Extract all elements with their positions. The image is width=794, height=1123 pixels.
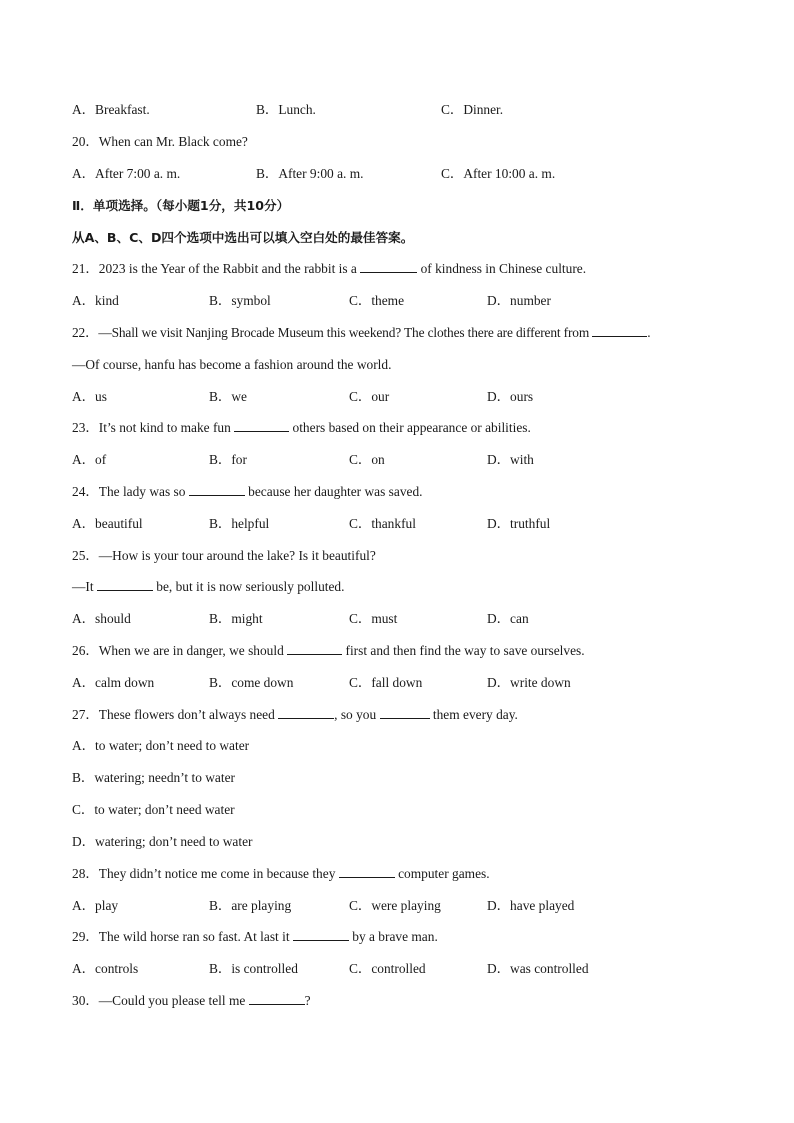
- q26-blank: [287, 642, 342, 655]
- q21-blank: [360, 260, 417, 273]
- q26-option-d[interactable]: D．write down: [487, 675, 571, 690]
- q23-option-a[interactable]: A．of: [72, 452, 107, 467]
- q26-option-b[interactable]: B．come down: [209, 675, 294, 690]
- q19-option-b[interactable]: B．Lunch.: [256, 102, 316, 117]
- q24-blank: [189, 483, 245, 496]
- q25-reply: [72, 578, 344, 596]
- q24-option-b[interactable]: B．helpful: [209, 516, 270, 531]
- q25-reply-after: be, but it is now seriously polluted.: [152, 579, 345, 594]
- q23-option-b[interactable]: B．for: [209, 452, 247, 467]
- q25-option-d[interactable]: D．can: [487, 611, 529, 626]
- q21-stem-before: 21．2023 is the Year of the Rabbit and the rabbit is a: [72, 261, 361, 276]
- q22-stem-after: .: [647, 325, 651, 340]
- q23-option-c[interactable]: C．on: [349, 452, 385, 467]
- q24-stem-after: because her daughter was saved.: [244, 484, 423, 499]
- q23-stem-after: others based on their appearance or abilities.: [289, 420, 531, 435]
- q29-stem-after: by a brave man.: [348, 929, 438, 944]
- q24-option-c[interactable]: C．thankful: [349, 516, 416, 531]
- q19-option-c[interactable]: C．Dinner.: [441, 102, 504, 117]
- q30-stem-before: 30．—Could you please tell me: [72, 993, 249, 1008]
- q24-stem-before: 24．The lady was so: [72, 484, 189, 499]
- q25-blank: [97, 578, 153, 591]
- q30-blank: [249, 992, 305, 1005]
- q28-option-b[interactable]: B．are playing: [209, 898, 292, 913]
- q21-option-d[interactable]: D．number: [487, 293, 551, 308]
- q21-option-c[interactable]: C．theme: [349, 293, 405, 308]
- q26-stem: [72, 642, 585, 660]
- q23-stem-before: 23．It’s not kind to make fun: [72, 420, 235, 435]
- q27-stem: [72, 706, 518, 724]
- q29-option-a[interactable]: A．controls: [72, 961, 139, 976]
- q21-stem-after: of kindness in Chinese culture.: [417, 261, 587, 276]
- q29-stem-before: 29．The wild horse ran so fast. At last it: [72, 929, 293, 944]
- q20-option-c[interactable]: C．After 10:00 a. m.: [441, 166, 556, 181]
- q26-stem-before: 26．When we are in danger, we should: [72, 643, 288, 658]
- q20-stem: 20．When can Mr. Black come?: [72, 134, 248, 149]
- q26-option-c[interactable]: C．fall down: [349, 675, 423, 690]
- q27-stem-before: 27．These flowers don’t always need: [72, 707, 279, 722]
- q20-option-a[interactable]: A．After 7:00 a. m.: [72, 166, 181, 181]
- q22-option-d[interactable]: D．ours: [487, 389, 534, 404]
- q25-option-c[interactable]: C．must: [349, 611, 398, 626]
- q27-blank-2: [380, 706, 430, 719]
- q23-blank: [234, 419, 289, 432]
- q27-option-a[interactable]: A．to water; don’t need to water: [72, 738, 250, 753]
- q22-reply: —Of course, hanfu has become a fashion around the world.: [72, 357, 392, 372]
- q23-option-d[interactable]: D．with: [487, 452, 534, 467]
- q29-option-b[interactable]: B．is controlled: [209, 961, 298, 976]
- q25-option-b[interactable]: B．might: [209, 611, 263, 626]
- q22-option-b[interactable]: B．we: [209, 389, 247, 404]
- q25-stem: 25．—How is your tour around the lake? Is it beautiful?: [72, 548, 376, 563]
- q24-stem: [72, 483, 423, 501]
- q30-stem: [72, 992, 311, 1010]
- q21-option-a[interactable]: A．kind: [72, 293, 119, 308]
- q27-stem-middle: , so you: [334, 707, 380, 722]
- q22-option-a[interactable]: A．us: [72, 389, 107, 404]
- q24-option-d[interactable]: D．truthful: [487, 516, 551, 531]
- q30-stem-after: ?: [304, 993, 311, 1008]
- q27-blank-1: [278, 706, 334, 719]
- q26-stem-after: first and then find the way to save ourselves.: [342, 643, 585, 658]
- q29-option-d[interactable]: D．was controlled: [487, 961, 589, 976]
- q27-option-c[interactable]: C．to water; don’t need water: [72, 802, 235, 817]
- q28-stem-after: computer games.: [394, 866, 490, 881]
- q22-stem: [72, 324, 651, 342]
- q23-stem: [72, 419, 531, 437]
- q22-blank: [592, 324, 647, 337]
- q27-option-d[interactable]: D．watering; don’t need to water: [72, 834, 253, 849]
- q20-option-b[interactable]: B．After 9:00 a. m.: [256, 166, 364, 181]
- q29-stem: [72, 928, 438, 946]
- q25-reply-before: —It: [72, 579, 97, 594]
- q28-stem-before: 28．They didn’t notice me come in because they: [72, 866, 339, 881]
- q19-option-a[interactable]: A．Breakfast.: [72, 102, 150, 117]
- section-instruction: 从A、B、C、D四个选项中选出可以填入空白处的最佳答案。: [72, 230, 414, 245]
- q22-stem-before: 22．—Shall we visit Nanjing Brocade Museum this weekend? The clothes there are different from: [72, 325, 593, 340]
- q27-option-b[interactable]: B．watering; needn’t to water: [72, 770, 235, 785]
- q28-stem: [72, 865, 490, 883]
- q26-option-a[interactable]: A．calm down: [72, 675, 155, 690]
- q29-option-c[interactable]: C．controlled: [349, 961, 426, 976]
- q21-option-b[interactable]: B．symbol: [209, 293, 271, 308]
- q28-blank: [339, 865, 395, 878]
- section-title: Ⅱ．单项选择。（每小题1分，共10分）: [72, 198, 290, 213]
- q29-blank: [293, 928, 349, 941]
- q21-stem: [72, 260, 586, 278]
- q28-option-c[interactable]: C．were playing: [349, 898, 441, 913]
- q22-option-c[interactable]: C．our: [349, 389, 390, 404]
- q24-option-a[interactable]: A．beautiful: [72, 516, 143, 531]
- q25-option-a[interactable]: A．should: [72, 611, 131, 626]
- q28-option-a[interactable]: A．play: [72, 898, 119, 913]
- q27-stem-after: them every day.: [429, 707, 518, 722]
- q28-option-d[interactable]: D．have played: [487, 898, 575, 913]
